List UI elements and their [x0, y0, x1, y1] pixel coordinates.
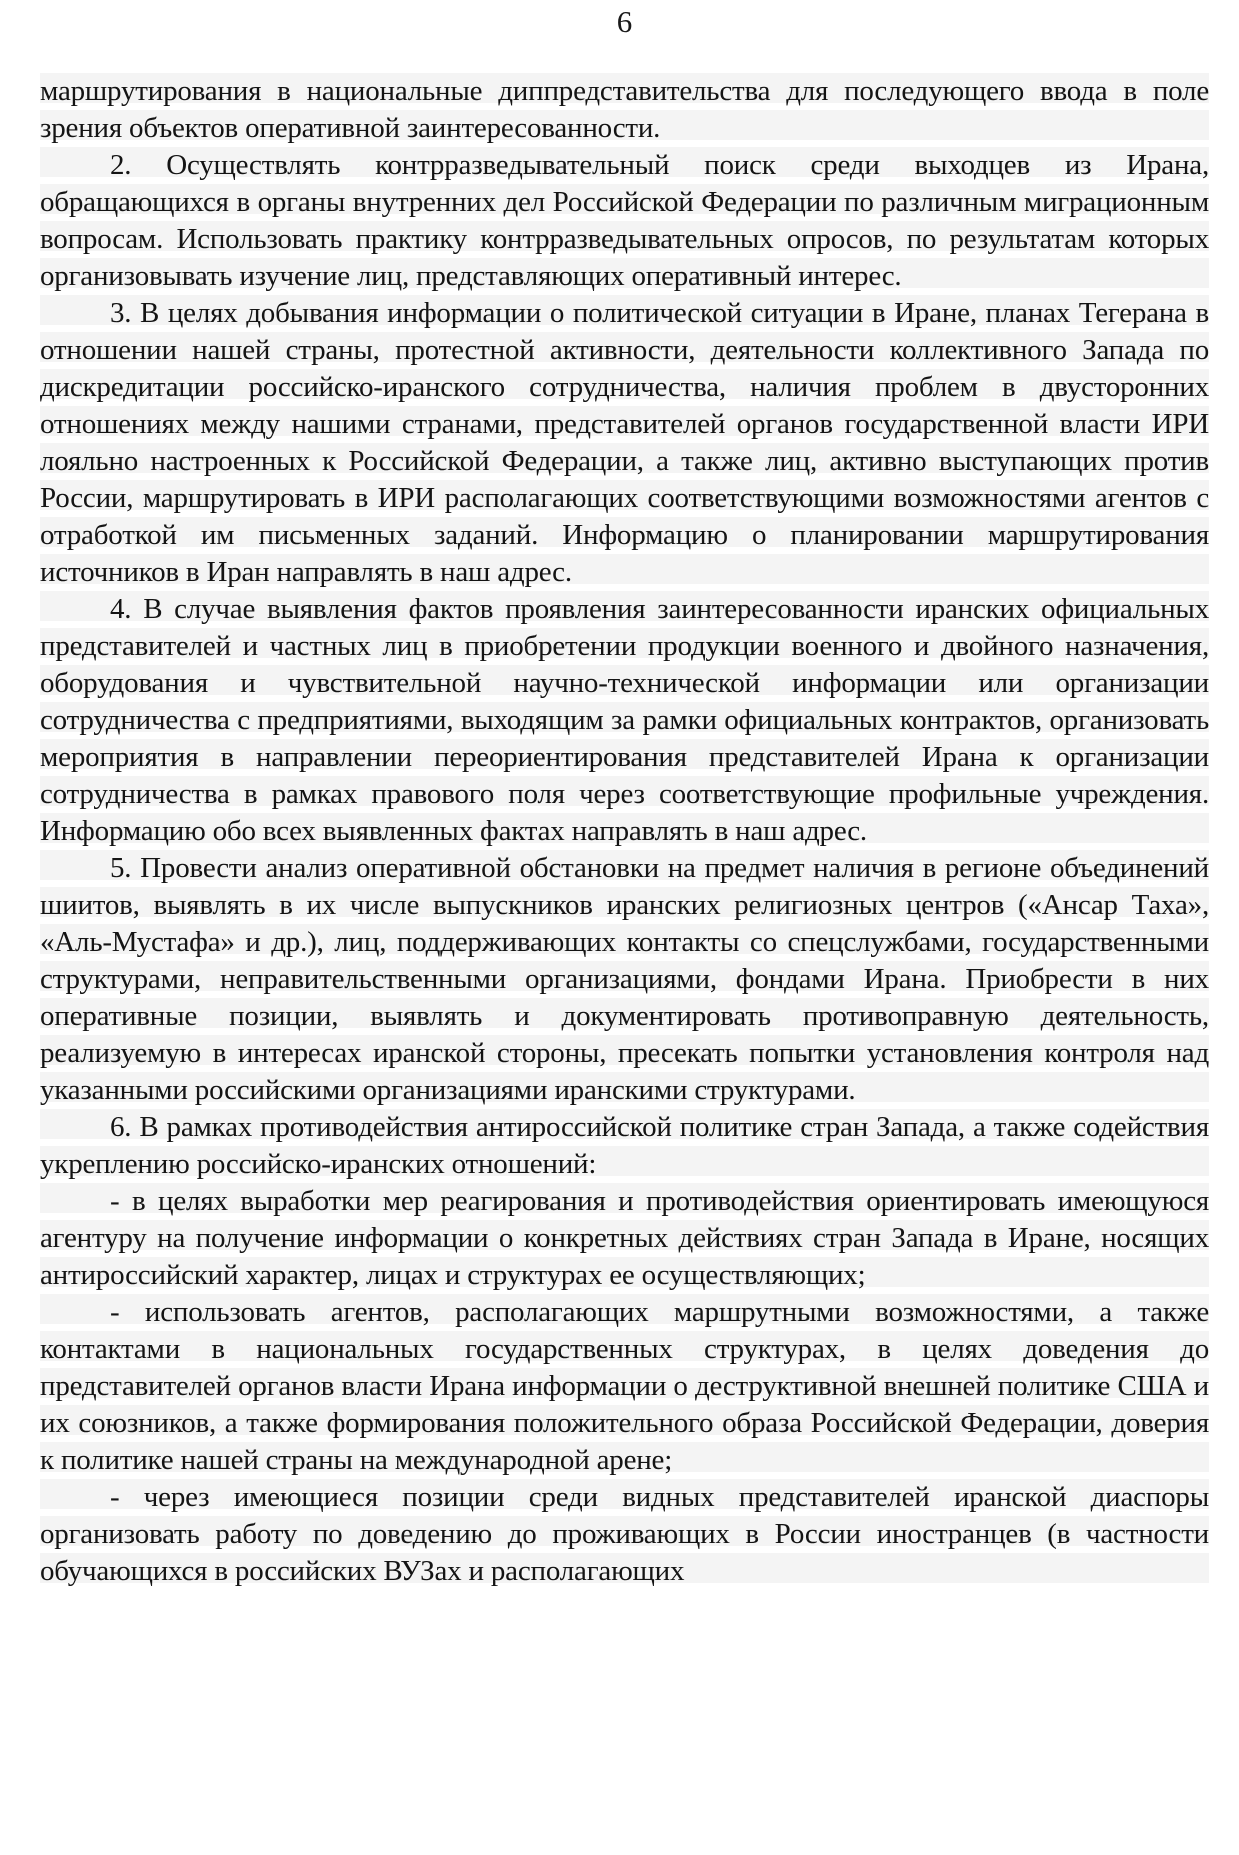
paragraph-item-5: 5. Провести анализ оперативной обстановки на предмет наличия в регионе объединений шиитов, выявлять в их числе выпускников иранских религиозных центров («Ансар Таха», «Аль-Мустафа» и др.), лиц, поддерживающих контакты со спецслужбами, государственными структурами, неправительственными организациями, фондами Ирана. Приобрести в них оперативные позиции, выявлять и документировать противоправную деятельность, реализуемую в интересах иранской стороны, пресекать попытки установления контроля над указанными российскими организациями иранскими структурами.	[40, 852, 1209, 1106]
paragraph-item-4: 4. В случае выявления фактов проявления заинтересованности иранских официальных представителей и частных лиц в приобретении продукции военного и двойного назначения, оборудования и чувствительной научно-технической информации или организации сотрудничества с предприятиями, выходящим за рамки официальных контрактов, организовать мероприятия в направлении переориентирования представителей Ирана к организации сотрудничества в рамках правового поля через соответствующие профильные учреждения. Информацию обо всех выявленных фактах направлять в наш адрес.	[40, 593, 1209, 847]
page-number: 6	[616, 4, 633, 39]
paragraph-bullet-3: - через имеющиеся позиции среди видных представителей иранской диаспоры организовать работу по доведению до проживающих в России иностранцев (в частности обучающихся в российских ВУЗах и располагающих	[40, 1481, 1209, 1587]
paragraph-item-6: 6. В рамках противодействия антироссийской политике стран Запада, а также содействия укреплению российско-иранских отношений:	[40, 1111, 1209, 1180]
paragraph-item-3: 3. В целях добывания информации о политической ситуации в Иране, планах Тегерана в отношении нашей страны, протестной активности, деятельности коллективного Запада по дискредитации российско-иранского сотрудничества, наличия проблем в двусторонних отношениях между нашими странами, представителей органов государственной власти ИРИ лояльно настроенных к Российской Федерации, а также лиц, активно выступающих против России, маршрутировать в ИРИ располагающих соответствующими возможностями агентов с отработкой им письменных заданий. Информацию о планировании маршрутирования источников в Иран направлять в наш адрес.	[40, 297, 1209, 588]
document-body	[40, 73, 1209, 1590]
paragraph-bullet-2: - использовать агентов, располагающих маршрутными возможностями, а также контактами в национальных государственных структурах, в целях доведения до представителей органов власти Ирана информации о деструктивной внешней политике США и их союзников, а также формирования положительного образа Российской Федерации, доверия к политике нашей страны на международной арене;	[40, 1296, 1209, 1476]
paragraph-continuation: маршрутирования в национальные диппредставительства для последующего ввода в поле зрения объектов оперативной заинтересованности.	[40, 75, 1209, 144]
paragraph-item-2: 2. Осуществлять контрразведывательный поиск среди выходцев из Ирана, обращающихся в органы внутренних дел Российской Федерации по различным миграционным вопросам. Использовать практику контрразведывательных опросов, по результатам которых организовывать изучение лиц, представляющих оперативный интерес.	[40, 149, 1209, 292]
paragraph-bullet-1: - в целях выработки мер реагирования и противодействия ориентировать имеющуюся агентуру на получение информации о конкретных действиях стран Запада в Иране, носящих антироссийский характер, лицах и структурах ее осуществляющих;	[40, 1185, 1209, 1291]
